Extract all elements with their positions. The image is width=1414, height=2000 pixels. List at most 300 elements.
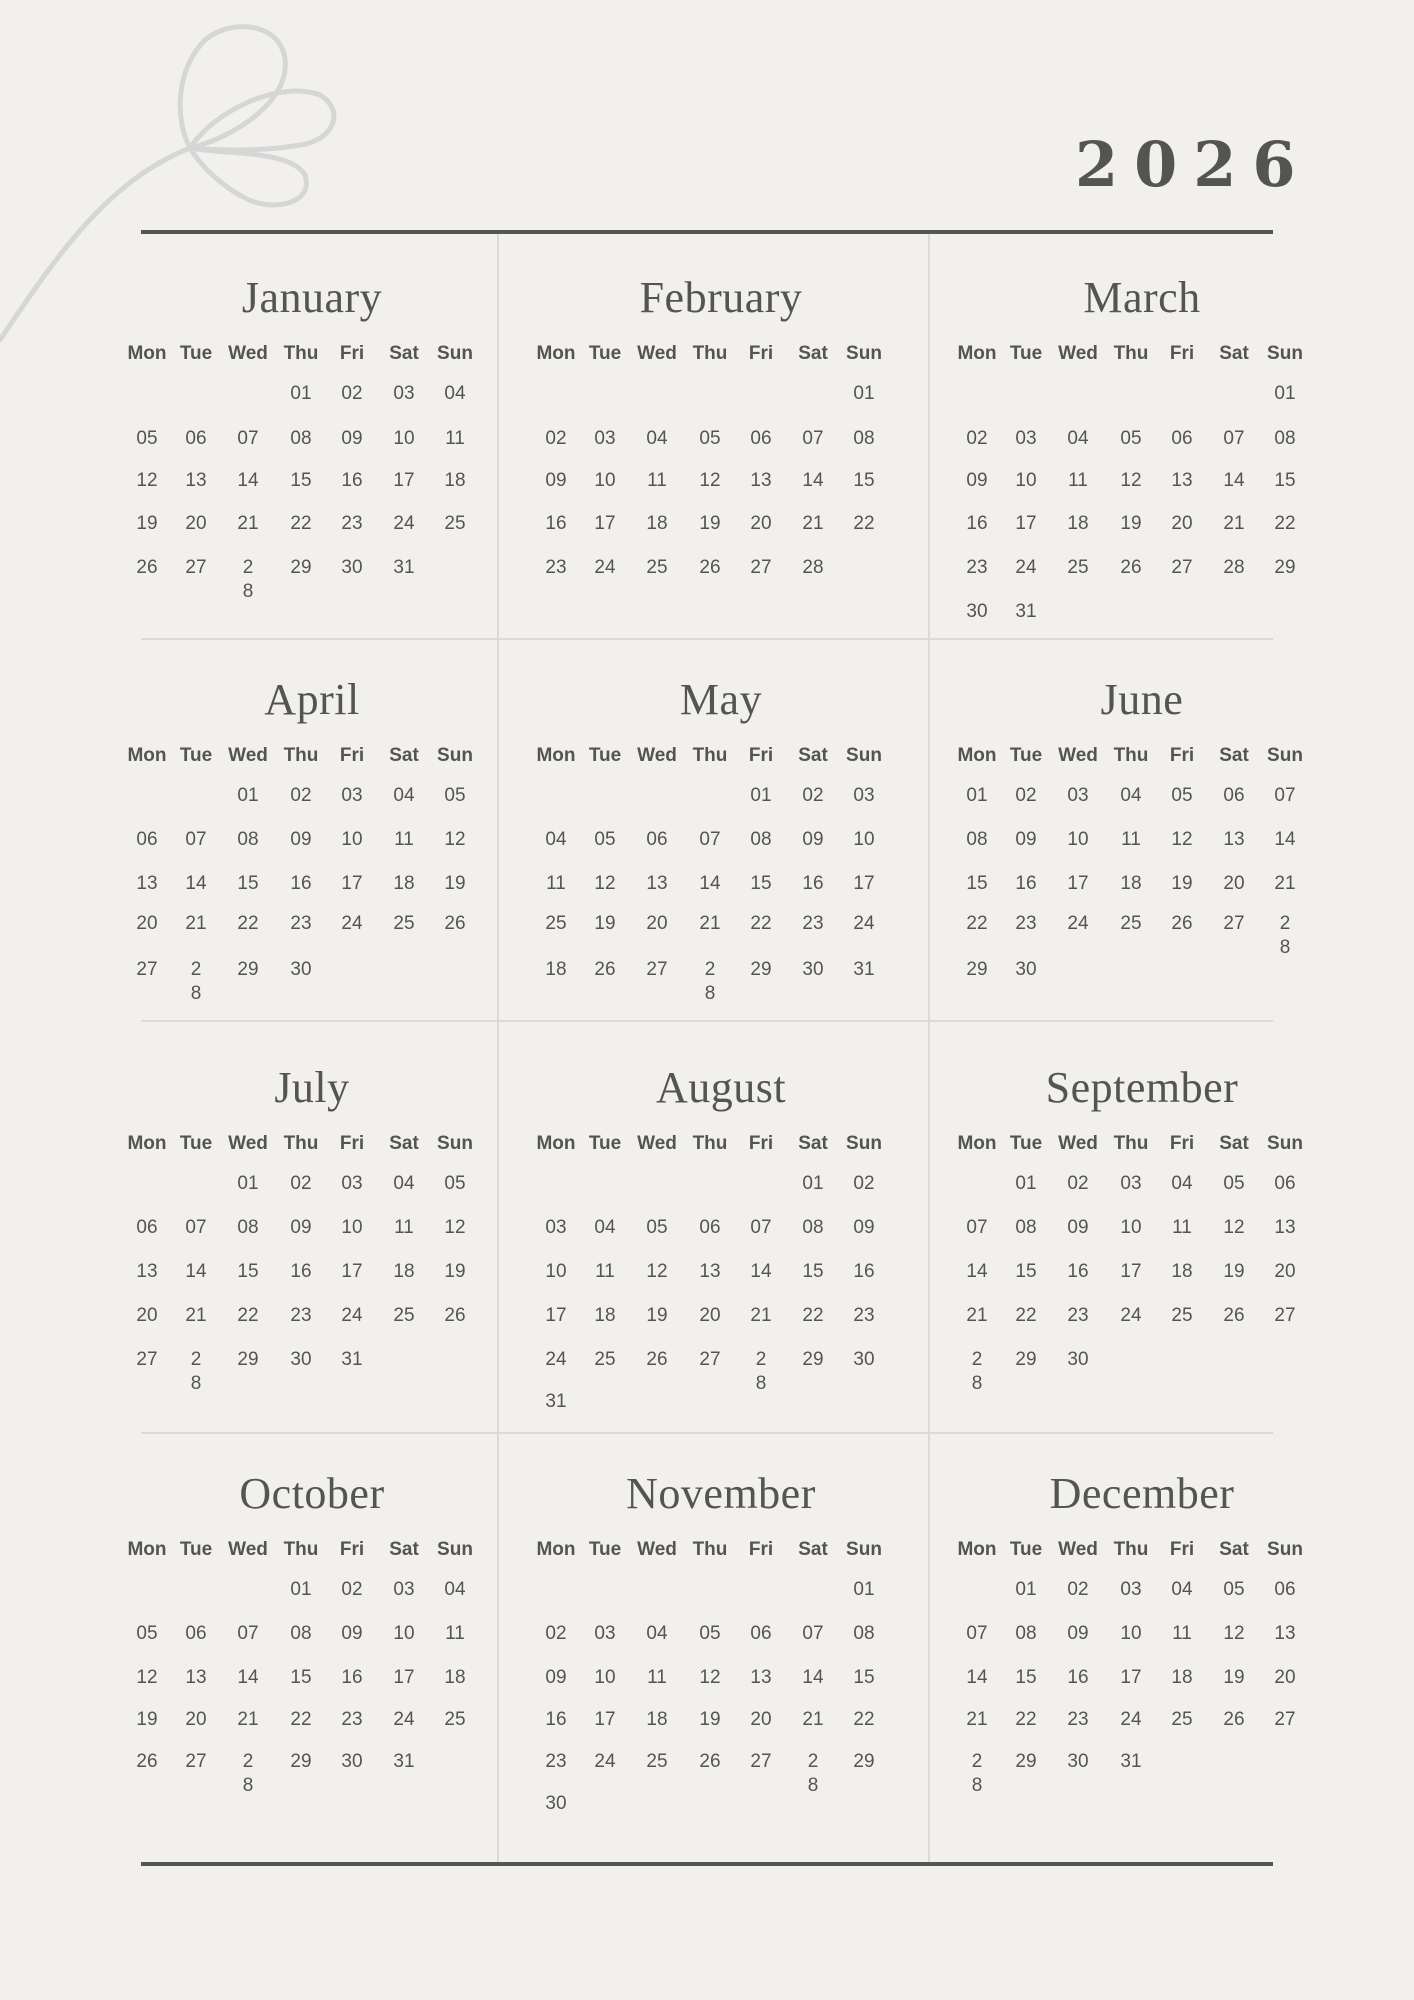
- day-cell: [685, 467, 735, 510]
- day-cell: [122, 510, 172, 554]
- empty-day-cell: [122, 1170, 172, 1214]
- day-number: 02: [1015, 785, 1037, 806]
- day-cell: [326, 380, 378, 425]
- day-number: 04: [1120, 785, 1142, 806]
- month-january: [122, 270, 502, 602]
- day-number: 05: [646, 1217, 668, 1238]
- day-cell: [276, 1576, 326, 1620]
- day-number: 14: [802, 1667, 824, 1688]
- day-number: 16: [802, 873, 824, 894]
- day-cell: [952, 782, 1002, 826]
- day-number: 23: [545, 1751, 567, 1772]
- day-number: 15: [966, 873, 988, 894]
- empty-day-cell: [1208, 956, 1260, 1000]
- day-number: 20: [750, 513, 772, 534]
- day-cell: [629, 870, 685, 910]
- day-cell: [172, 510, 220, 554]
- day-cell: [787, 1214, 839, 1258]
- day-number: 16: [341, 470, 363, 491]
- day-number: 25: [1067, 557, 1089, 578]
- day-cell: [1050, 1346, 1106, 1388]
- month-grid: [122, 340, 502, 602]
- empty-day-cell: [952, 1576, 1002, 1620]
- day-cell: [1002, 1214, 1050, 1258]
- day-cell: [1156, 1706, 1208, 1748]
- weekday-header: Sat: [389, 745, 419, 766]
- month-title: September: [1045, 1063, 1239, 1112]
- day-number: 29: [237, 959, 259, 980]
- day-cell: [581, 910, 629, 956]
- day-cell: [378, 1706, 430, 1748]
- weekday-header: Mon: [957, 1539, 997, 1560]
- empty-day-cell: [787, 1576, 839, 1620]
- day-cell: [172, 1302, 220, 1346]
- day-number: 01: [966, 785, 988, 806]
- day-cell: [685, 554, 735, 598]
- day-number: 21: [185, 913, 207, 934]
- day-cell: [629, 510, 685, 554]
- day-number: 04: [393, 1173, 415, 1194]
- day-cell: [1208, 1214, 1260, 1258]
- day-number: 14: [966, 1667, 988, 1688]
- weekday-header: Sun: [437, 1133, 473, 1154]
- day-number: 11: [595, 1261, 615, 1282]
- day-cell: [1106, 1664, 1156, 1706]
- empty-day-cell: [685, 1576, 735, 1620]
- weekday-header: Fri: [748, 1539, 774, 1560]
- empty-day-cell: [172, 380, 220, 425]
- day-cell: [220, 1346, 276, 1388]
- day-number: 09: [966, 470, 988, 491]
- day-number: 27: [136, 1349, 158, 1370]
- day-number: 30: [545, 1793, 567, 1814]
- day-number: 03: [393, 383, 415, 404]
- day-number: 28: [755, 1349, 767, 1394]
- month-grid: [531, 1130, 911, 1428]
- month-grid: [531, 340, 911, 598]
- month-grid: [122, 1130, 502, 1394]
- day-cell: [378, 782, 430, 826]
- day-cell: [787, 1302, 839, 1346]
- day-cell: [581, 1664, 629, 1706]
- day-cell: [581, 956, 629, 1000]
- day-number: 26: [136, 557, 158, 578]
- weekday-header: Wed: [1058, 1133, 1098, 1154]
- day-number: 06: [136, 829, 158, 850]
- day-cell: [629, 1664, 685, 1706]
- empty-day-cell: [1050, 598, 1106, 642]
- day-number: 11: [1068, 470, 1088, 491]
- day-cell: [326, 1576, 378, 1620]
- day-number: 15: [750, 873, 772, 894]
- weekday-header: Tue: [588, 343, 622, 364]
- day-cell: [1002, 510, 1050, 554]
- weekday-header: Fri: [339, 343, 365, 364]
- day-cell: [1260, 1214, 1310, 1258]
- year-title: 2026: [1075, 128, 1312, 201]
- day-number: 22: [853, 513, 875, 534]
- day-number: 12: [1120, 470, 1142, 491]
- day-number: 28: [190, 1349, 202, 1394]
- day-number: 05: [1223, 1173, 1245, 1194]
- day-number: 11: [647, 470, 667, 491]
- day-cell: [326, 1748, 378, 1790]
- empty-day-cell: [685, 1388, 735, 1428]
- day-cell: [276, 782, 326, 826]
- weekday-header: Tue: [179, 1539, 213, 1560]
- day-number: 03: [341, 785, 363, 806]
- empty-day-cell: [220, 380, 276, 425]
- day-cell: [1106, 870, 1156, 910]
- day-cell: [430, 380, 480, 425]
- day-number: 26: [646, 1349, 668, 1370]
- day-number: 06: [646, 829, 668, 850]
- day-number: 23: [290, 913, 312, 934]
- day-number: 09: [545, 1667, 567, 1688]
- empty-day-cell: [430, 1346, 480, 1388]
- day-cell: [629, 554, 685, 598]
- day-cell: [220, 554, 276, 602]
- day-number: 10: [594, 470, 616, 491]
- day-cell: [839, 1620, 889, 1664]
- weekday-header: Sun: [846, 1539, 882, 1560]
- day-number: 23: [545, 557, 567, 578]
- day-cell: [378, 1214, 430, 1258]
- day-cell: [1156, 467, 1208, 510]
- day-number: 14: [966, 1261, 988, 1282]
- day-number: 28: [1279, 913, 1291, 958]
- day-cell: [1156, 1258, 1208, 1302]
- day-cell: [122, 1664, 172, 1706]
- day-cell: [839, 467, 889, 510]
- day-number: 29: [1015, 1349, 1037, 1370]
- day-number: 21: [966, 1709, 988, 1730]
- day-number: 08: [290, 1623, 312, 1644]
- day-cell: [1050, 1258, 1106, 1302]
- day-cell: [952, 1258, 1002, 1302]
- day-number: 06: [750, 1623, 772, 1644]
- month-september: [952, 1060, 1332, 1394]
- month-grid: [531, 1536, 911, 1832]
- empty-day-cell: [629, 1170, 685, 1214]
- weekday-header: Sat: [1219, 1133, 1249, 1154]
- bottom-rule: [141, 1862, 1273, 1866]
- day-cell: [952, 1346, 1002, 1394]
- day-cell: [1208, 870, 1260, 910]
- day-number: 04: [1171, 1579, 1193, 1600]
- day-cell: [1208, 1706, 1260, 1748]
- day-cell: [1050, 910, 1106, 956]
- day-cell: [172, 1620, 220, 1664]
- day-number: 13: [699, 1261, 721, 1282]
- day-cell: [839, 1214, 889, 1258]
- day-cell: [735, 1620, 787, 1664]
- day-number: 01: [290, 1579, 312, 1600]
- day-cell: [430, 1258, 480, 1302]
- day-number: 16: [290, 873, 312, 894]
- weekday-header: Fri: [1169, 745, 1195, 766]
- day-number: 19: [444, 873, 466, 894]
- day-cell: [1208, 910, 1260, 956]
- day-number: 07: [237, 1623, 259, 1644]
- month-title: July: [274, 1063, 350, 1112]
- day-cell: [1050, 782, 1106, 826]
- empty-day-cell: [1208, 1748, 1260, 1790]
- day-number: 17: [1120, 1667, 1142, 1688]
- day-number: 25: [444, 1709, 466, 1730]
- day-cell: [430, 782, 480, 826]
- day-cell: [430, 910, 480, 956]
- day-cell: [276, 1170, 326, 1214]
- day-cell: [735, 1302, 787, 1346]
- day-cell: [378, 1258, 430, 1302]
- day-cell: [952, 425, 1002, 467]
- month-grid: [952, 340, 1332, 642]
- day-cell: [685, 1664, 735, 1706]
- day-number: 26: [594, 959, 616, 980]
- day-number: 22: [237, 1305, 259, 1326]
- weekday-header: Mon: [957, 745, 997, 766]
- day-cell: [1002, 1346, 1050, 1388]
- day-cell: [787, 425, 839, 467]
- weekday-header: Wed: [228, 343, 268, 364]
- day-cell: [276, 1346, 326, 1388]
- day-number: 18: [646, 1709, 668, 1730]
- empty-day-cell: [1106, 598, 1156, 642]
- day-number: 16: [341, 1667, 363, 1688]
- day-number: 18: [1067, 513, 1089, 534]
- day-number: 19: [136, 1709, 158, 1730]
- day-cell: [735, 782, 787, 826]
- empty-day-cell: [1050, 956, 1106, 1000]
- day-cell: [220, 1706, 276, 1748]
- day-number: 02: [290, 1173, 312, 1194]
- day-cell: [1260, 1170, 1310, 1214]
- weekday-header: Wed: [637, 1133, 677, 1154]
- day-cell: [326, 467, 378, 510]
- column-divider: [928, 234, 930, 1862]
- day-cell: [952, 1302, 1002, 1346]
- day-number: 01: [853, 383, 875, 404]
- day-cell: [1050, 1620, 1106, 1664]
- day-number: 02: [290, 785, 312, 806]
- day-number: 28: [1223, 557, 1245, 578]
- weekday-header: Tue: [1009, 1133, 1043, 1154]
- day-number: 11: [394, 1217, 414, 1238]
- weekday-header: Mon: [957, 1133, 997, 1154]
- day-cell: [1106, 1302, 1156, 1346]
- day-cell: [787, 1258, 839, 1302]
- day-cell: [952, 467, 1002, 510]
- day-number: 05: [136, 1623, 158, 1644]
- day-number: 25: [545, 913, 567, 934]
- day-cell: [685, 910, 735, 956]
- day-cell: [220, 1214, 276, 1258]
- day-number: 18: [1171, 1667, 1193, 1688]
- day-number: 08: [237, 1217, 259, 1238]
- empty-day-cell: [839, 1388, 889, 1428]
- day-number: 08: [802, 1217, 824, 1238]
- day-number: 23: [966, 557, 988, 578]
- day-cell: [581, 870, 629, 910]
- weekday-header: Mon: [536, 745, 576, 766]
- day-number: 23: [802, 913, 824, 934]
- day-number: 30: [1067, 1349, 1089, 1370]
- weekday-header: Wed: [1058, 343, 1098, 364]
- day-number: 10: [341, 1217, 363, 1238]
- day-cell: [172, 1258, 220, 1302]
- day-number: 28: [190, 959, 202, 1004]
- day-number: 29: [802, 1349, 824, 1370]
- day-cell: [685, 1302, 735, 1346]
- day-cell: [378, 380, 430, 425]
- day-number: 12: [646, 1261, 668, 1282]
- day-cell: [531, 826, 581, 870]
- day-cell: [378, 1748, 430, 1790]
- day-cell: [735, 1346, 787, 1394]
- empty-day-cell: [735, 1388, 787, 1428]
- day-number: 24: [1120, 1709, 1142, 1730]
- day-cell: [122, 1748, 172, 1790]
- day-number: 27: [185, 557, 207, 578]
- day-number: 29: [290, 1751, 312, 1772]
- day-number: 15: [237, 873, 259, 894]
- day-number: 14: [1223, 470, 1245, 491]
- day-number: 03: [594, 428, 616, 449]
- weekday-header: Thu: [1113, 745, 1149, 766]
- weekday-header: Tue: [179, 343, 213, 364]
- day-cell: [531, 1790, 581, 1832]
- day-number: 16: [545, 1709, 567, 1730]
- day-number: 17: [341, 1261, 363, 1282]
- day-cell: [581, 1620, 629, 1664]
- day-number: 21: [1223, 513, 1245, 534]
- empty-day-cell: [122, 380, 172, 425]
- weekday-header: Thu: [692, 343, 728, 364]
- day-number: 12: [699, 470, 721, 491]
- day-cell: [430, 870, 480, 910]
- weekday-header: Fri: [748, 1133, 774, 1154]
- month-title: January: [241, 273, 383, 322]
- day-cell: [531, 1346, 581, 1388]
- day-cell: [1208, 1620, 1260, 1664]
- empty-day-cell: [1156, 1748, 1208, 1790]
- month-grid: [952, 1536, 1332, 1796]
- day-cell: [326, 1170, 378, 1214]
- day-cell: [378, 425, 430, 467]
- day-cell: [787, 1170, 839, 1214]
- day-cell: [276, 554, 326, 598]
- day-number: 25: [594, 1349, 616, 1370]
- weekday-header: Thu: [692, 1133, 728, 1154]
- row-divider: [141, 1020, 1273, 1022]
- day-number: 19: [1171, 873, 1193, 894]
- day-cell: [220, 1170, 276, 1214]
- day-number: 12: [1223, 1217, 1245, 1238]
- weekday-header: Thu: [692, 1539, 728, 1560]
- day-cell: [1050, 1664, 1106, 1706]
- day-number: 02: [341, 383, 363, 404]
- day-cell: [685, 1214, 735, 1258]
- day-cell: [326, 1258, 378, 1302]
- month-title: December: [1049, 1469, 1235, 1518]
- day-cell: [685, 956, 735, 1004]
- day-cell: [430, 1706, 480, 1748]
- day-number: 24: [341, 1305, 363, 1326]
- day-cell: [276, 380, 326, 425]
- day-cell: [1156, 1170, 1208, 1214]
- day-number: 10: [545, 1261, 567, 1282]
- day-number: 16: [1067, 1667, 1089, 1688]
- day-number: 04: [444, 383, 466, 404]
- day-cell: [1002, 467, 1050, 510]
- day-number: 15: [290, 470, 312, 491]
- day-cell: [1208, 1302, 1260, 1346]
- day-number: 06: [1274, 1173, 1296, 1194]
- day-number: 03: [594, 1623, 616, 1644]
- weekday-header: Thu: [283, 745, 319, 766]
- day-number: 30: [802, 959, 824, 980]
- day-cell: [172, 1706, 220, 1748]
- day-cell: [1156, 1620, 1208, 1664]
- weekday-header: Tue: [588, 745, 622, 766]
- day-number: 24: [393, 1709, 415, 1730]
- day-cell: [735, 1258, 787, 1302]
- day-number: 25: [646, 557, 668, 578]
- day-cell: [787, 1706, 839, 1748]
- day-number: 31: [393, 557, 415, 578]
- day-number: 21: [802, 1709, 824, 1730]
- day-number: 27: [1274, 1709, 1296, 1730]
- day-cell: [172, 425, 220, 467]
- day-number: 10: [393, 428, 415, 449]
- day-cell: [787, 910, 839, 956]
- day-cell: [1156, 870, 1208, 910]
- day-cell: [839, 1576, 889, 1620]
- day-number: 29: [1274, 557, 1296, 578]
- day-cell: [1208, 510, 1260, 554]
- day-cell: [220, 510, 276, 554]
- day-number: 14: [1274, 829, 1296, 850]
- month-june: [952, 672, 1332, 1000]
- day-number: 27: [750, 557, 772, 578]
- day-cell: [1106, 1748, 1156, 1790]
- day-number: 13: [1274, 1217, 1296, 1238]
- day-number: 17: [1015, 513, 1037, 534]
- day-number: 03: [1120, 1173, 1142, 1194]
- empty-day-cell: [430, 554, 480, 598]
- day-number: 15: [1015, 1667, 1037, 1688]
- day-number: 26: [1223, 1305, 1245, 1326]
- day-number: 19: [646, 1305, 668, 1326]
- day-number: 24: [545, 1349, 567, 1370]
- day-cell: [276, 1664, 326, 1706]
- day-cell: [685, 870, 735, 910]
- day-cell: [1050, 1576, 1106, 1620]
- day-cell: [430, 1576, 480, 1620]
- day-number: 09: [341, 428, 363, 449]
- day-cell: [531, 1388, 581, 1428]
- day-number: 08: [853, 1623, 875, 1644]
- day-cell: [122, 1620, 172, 1664]
- weekday-header: Wed: [228, 1539, 268, 1560]
- weekday-header: Sat: [798, 343, 828, 364]
- day-number: 20: [185, 513, 207, 534]
- weekday-header: Thu: [1113, 1133, 1149, 1154]
- day-number: 06: [185, 1623, 207, 1644]
- month-grid: [122, 1536, 502, 1796]
- empty-day-cell: [378, 956, 430, 1000]
